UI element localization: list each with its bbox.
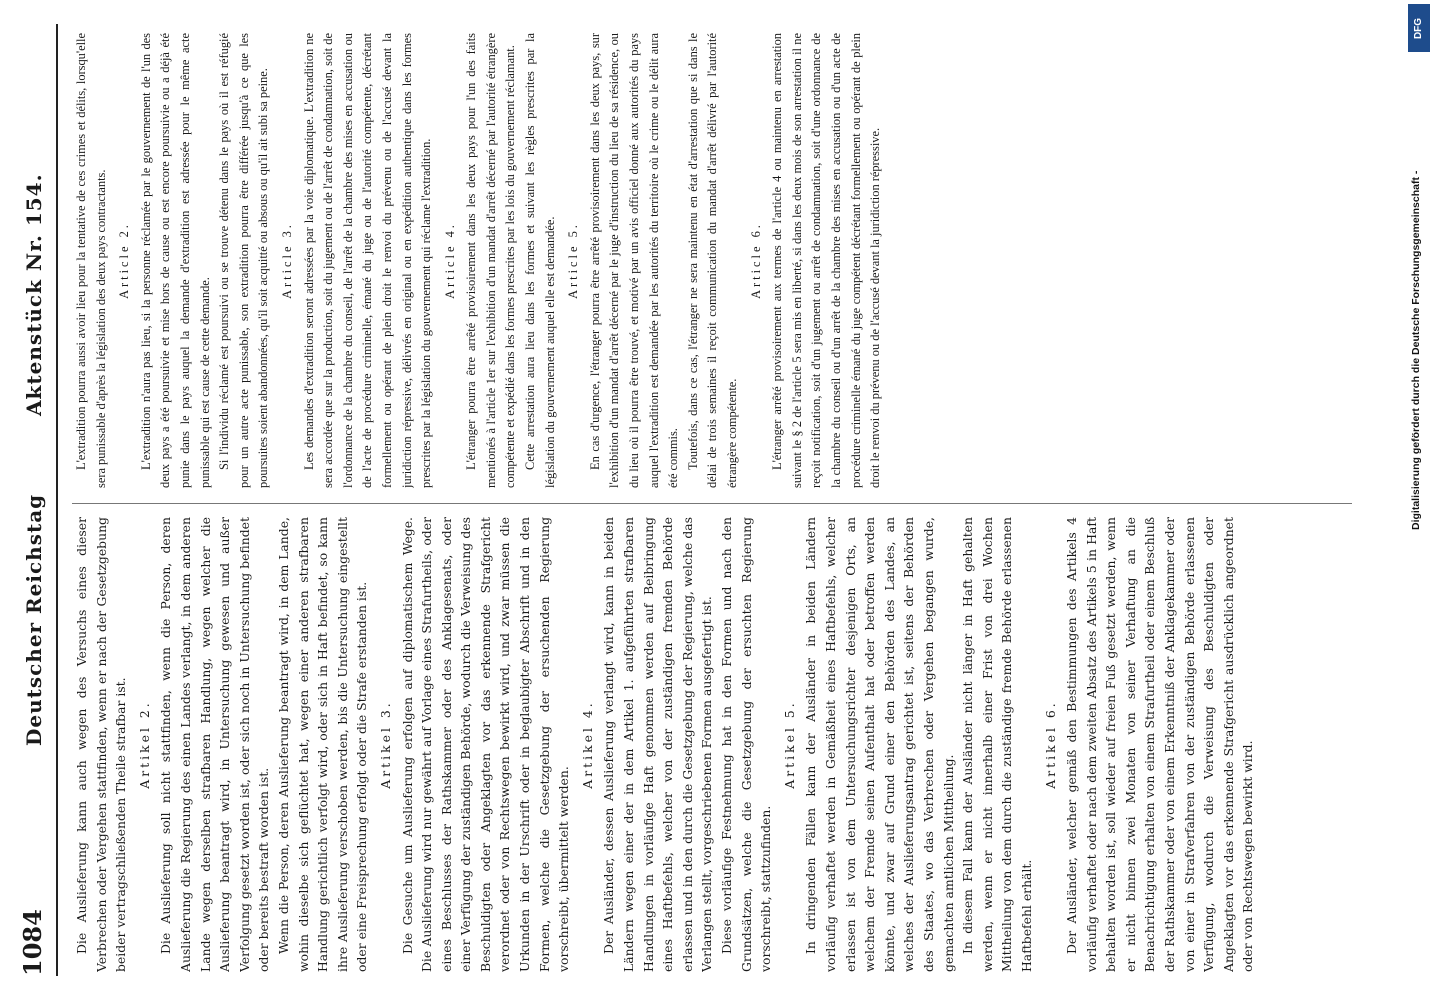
french-paragraph: L'étranger arrêté provisoirement aux termes de l'article 4 ou maintenu en arrestation suivant le § 2 de l'article 5 sera mis en liberté, si dans les deux mois de son arrestation il ne reçoit notification, soit d'un jugement ou arrêt de condamnation, soit d'une ordonnance de la chambre du conseil ou d'un arrêt de la chambre des mises en accusation ou d'un acte de procédure criminelle émané du juge compétent décrétant formellement ou opérant de plein droit le renvoi du prévenu ou de l'accusé devant la juridiction répressive. [770,33,883,488]
column-divider [72,503,1352,504]
page-header [14,24,54,976]
german-paragraph: Die Gesuche um Auslieferung erfolgen auf diplomatischem Wege. Die Auslieferung wird nur gewährt auf Vorlage eines Strafurtheils, oder eines Beschlusses der Rathskammer oder des Anklagesenats, oder einer Verfügung der zuständigen Behörde, wodurch die Verweisung des Beschuldigten oder Angeklagten vor das erkennende Strafgericht verordnet oder von Rechtswegen bewirkt wird, und zwar müssen die Urkunden in der Urschrift oder in beglaubigter Abschrift und in den Formen, welche die Gesetzgebung der ersuchenden Regierung vorschreibt, übermittelt werden. [399,517,572,972]
french-column [72,33,1352,488]
french-paragraph: Si l'individu réclamé est poursuivi ou se trouve détenu dans le pays où il est réfugié pour un autre acte punissable, son extradition pourra être différée jusqu'à ce que les poursuites soient abandonnées, qu'il soit acquitté ou absous ou qu'il ait subi sa peine. [217,33,271,488]
french-paragraph: Cette arrestation aura lieu dans les formes et suivant les règles prescrites par la législation du gouvernement auquel elle est demandée. [523,33,557,488]
german-paragraph: Wenn die Person, deren Auslieferung beantragt wird, in dem Lande, wohin dieselbe sich geflüchtet hat, wegen einer anderen strafbaren Handlung gerichtlich verfolgt wird, oder sich in Haft befindet, so kann ihre Auslieferung verschoben werden, bis die Untersuchung eingestellt oder eine Freisprechung erfolgt oder die Strafe erstanden ist. [275,517,370,972]
dfg-logo [1408,4,1430,52]
running-title-right: Aktenstück Nr. 154. [22,173,46,416]
french-article-heading: Article 3. [279,222,294,299]
french-paragraph: L'extradition pourra aussi avoir lieu pour la tentative de ces crimes et délits, lorsqu'elle sera punissable d'après la législation des deux pays contractants. [74,33,108,488]
running-title-left: Deutscher Reichstag [22,493,46,746]
french-paragraph: Les demandes d'extradition seront adressées par la voie diplomatique. L'extradition ne sera accordée que sur la production, soit du jugement ou de l'arrêt de condamnation, soit de l'ordonnance de la chambre du conseil, de l'arrêt de la chambre des mises en accusation ou de l'acte de procédure criminelle, émané du juge ou de l'autorité compétente, décrétant formellement ou opérant de plein droit le renvoi du prévenu ou de l'accusé devant la juridiction répressive, délivrés en original ou en expédition authentique dans les formes prescrites par la législation du gouvernement qui réclame l'extradition. [301,33,434,488]
french-paragraph: Toutefois, dans ce cas, l'étranger ne sera maintenu en état d'arrestation que si dans le délai de trois semaines il reçoit communication du mandat d'arrêt délivré par l'autorité étrangère compétente. [685,33,739,488]
german-paragraph: Der Ausländer, welcher gemäß den Bestimmungen des Artikels 4 vorläufig verhaftet oder nach dem zweiten Absatz des Artikels 5 in Haft behalten worden ist, soll wieder auf freien Fuß gesetzt werden, wenn er nicht binnen zwei Monaten von seiner Verhaftung an die Benachrichtigung erhalten von einem Strafurtheil oder einem Beschluß der Rathskammer oder von einem Erkenntniß der Anklagekammer oder von einer in Strafverfahren von der zuständigen Behörde erlassenen Verfügung, wodurch die Verweisung des Beschuldigten oder Angeklagten vor das erkennende Strafgericht ausdrücklich angeordnet oder von Rechtswegen bewirkt wird. [1064,517,1256,972]
german-paragraph: In dringenden Fällen kann der Ausländer in beiden Ländern vorläufig verhaftet werden in Gemäßheit eines Haftbefehls, welcher erlassen ist von dem Untersuchungsrichter desjenigen Orts, an welchem der Fremde seinen Aufenthalt hat oder betroffen werden könnte, und zwar auf Grund einer den Behörden des Landes, an welches der Auslieferungsantrag gerichtet ist, seitens der Behörden des Staates, wo das Verbrechen oder Vergehen begangen wurde, gemachten amtlichen Mittheilung. [803,517,956,972]
german-article-heading: Artikel 2. [136,700,152,789]
french-article-heading: Article 6. [748,222,763,299]
german-article-heading: Artikel 3. [377,700,393,789]
french-paragraph: L'étranger pourra être arrêté provisoirement dans les deux pays pour l'un des faits mentionés à l'article 1er sur l'exhibition d'un mandat d'arrêt décerné par l'autorité étrangère compétente et expédié dans les formes prescrites par les lois du gouvernement réclamant. [464,33,518,488]
french-paragraph: L'extradition n'aura pas lieu, si la personne réclamée par le gouvernement de l'un des deux pays a été poursuivie et mise hors de cause ou est encore poursuivie ou a déjà été punie dans le pays auquel la demande d'extradition est adressée pour le même acte punissable qui est cause de cette demande. [138,33,212,488]
french-article-heading: Article 5. [566,222,581,299]
german-paragraph: Der Ausländer, dessen Auslieferung verlangt wird, kann in beiden Ländern wegen einer der in dem Artikel 1. aufgeführten strafbaren Handlungen in vorläufige Haft genommen werden auf Beibringung eines Haftbefehls, welcher von der zuständigen fremden Behörde erlassen und in den durch die Gesetzgebung der Regierung, welche das Verlangen stellt, vorgeschriebenen Formen ausgefertigt ist. [601,517,715,972]
german-paragraph: Die Auslieferung soll nicht stattfinden, wenn die Person, deren Auslieferung die Regierung des einen Landes verlangt, in dem anderen Lande wegen derselben strafbaren Handlung, wegen welcher die Auslieferung beantragt wird, in Untersuchung gewesen und außer Verfolgung gesetzt worden ist, oder sich noch in Untersuchung befindet oder bereits bestraft worden ist. [158,517,272,972]
french-paragraph: En cas d'urgence, l'étranger pourra être arrêté provisoirement dans les deux pays, sur l'exhibition d'un mandat d'arrêt décerné par le juge d'instruction du lieu de sa résidence, ou du lieu où il pourra être trouvé, et motivé par un avis officiel donné aux autorités du pays auquel l'extradition est demandée par les autorités du territoire où le crime ou le délit aura été commis. [587,33,681,488]
german-article-heading: Artikel 4. [579,700,595,789]
credit-text: Digitalisierung gefördert durch die Deutsche Forschungsgemeinschaft - [1410,170,1422,530]
german-paragraph: Die Auslieferung kann auch wegen des Versuchs eines dieser Verbrechen oder Vergehen stattfinden, wenn er nach der Gesetzgebung beider vertragschließenden Theile strafbar ist. [74,517,129,972]
dfg-logo-text: DFG [1413,17,1425,39]
digitization-credit [1410,0,1428,1000]
french-article-heading: Article 4. [442,222,457,299]
french-article-heading: Article 2. [117,222,132,299]
header-rule [56,24,58,976]
german-column [72,517,1352,972]
german-paragraph: In diesem Fall kann der Ausländer nicht länger in Haft gehalten werden, wenn er nicht innerhalb einer Frist von drei Wochen Mittheilung von dem durch die zuständige fremde Behörde erlassenen Haftbefehl erhält. [960,517,1034,972]
german-article-heading: Artikel 6. [1042,700,1058,789]
german-paragraph: Diese vorläufige Festnehmung hat in den Formen und nach den Grundsätzen, welche die Gesetzgebung der ersuchten Regierung vorschreibt, stattzufinden. [719,517,774,972]
german-article-heading: Artikel 5. [781,700,797,789]
page-number: 1084 [18,909,47,976]
